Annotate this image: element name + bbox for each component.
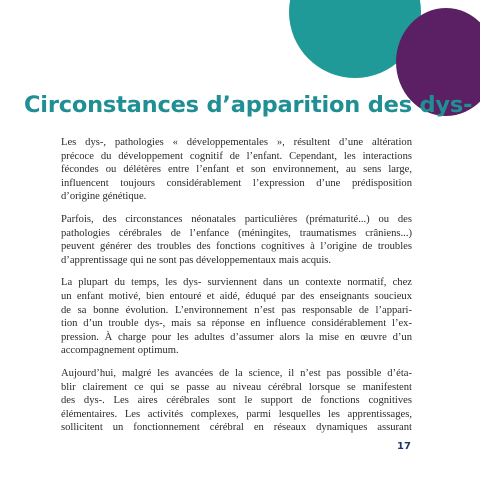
paragraph-4: [61, 367, 412, 435]
page-number: 17: [397, 441, 411, 452]
text-line: sollicitent un fonctionnement cérébral en réseaux dynamiques assurant: [61, 422, 412, 434]
text-line: d’apprentissage qui ne sont pas développementaux mais acquis.: [61, 254, 332, 266]
paragraph-3: [61, 276, 412, 358]
text-line: un enfant motivé, bien entouré et aidé, éduqué par des enseignants soucieux: [61, 290, 412, 302]
text-line: pathologies cérébrales de l’enfance (méningites, traumatismes crâniens...): [61, 227, 412, 239]
text-line: d’origine génétique.: [61, 191, 147, 203]
text-line: élémentaires. Les activités complexes, parmi lesquelles les apprentissages,: [61, 408, 412, 420]
text-line: peuvent générer des troubles des fonctions cognitives à l’origine de troubles: [61, 241, 412, 253]
text-line: pression. À charge pour les adultes d’assumer alors la mise en œuvre d’un: [61, 331, 412, 343]
text-line: La plupart du temps, les dys- surviennent dans un contexte normatif, chez: [61, 277, 412, 289]
text-line: accompagnement optimum.: [61, 345, 179, 357]
paragraph-1: [61, 136, 412, 204]
text-line: fécondes ou délétères entre l’enfant et son environnement, au sens large,: [61, 164, 412, 176]
body-text: [61, 136, 412, 444]
text-line: Aujourd’hui, malgré les avancées de la science, il n’est pas possible d’éta-: [61, 367, 412, 379]
text-line: tion d’un trouble dys-, mais sa réponse en influence considérablement l’ex-: [61, 318, 412, 330]
text-line: Les dys-, pathologies « développementales », résultent d’une altération: [61, 137, 412, 148]
text-line: Parfois, des circonstances néonatales particulières (prématurité...) ou des: [61, 213, 412, 225]
text-line: influencent toujours considérablement l’expression d’une prédisposition: [61, 177, 412, 189]
text-line: des dys-. Les aires cérébrales sont le support de fonctions cognitives: [61, 395, 412, 407]
text-line: de sa bonne évolution. L’environnement n’est pas responsable de l’appari-: [61, 304, 412, 316]
paragraph-2: [61, 213, 412, 267]
text-line: précoce du développement cognitif de l’enfant. Cependant, les interactions: [61, 150, 412, 162]
page-title: Circonstances d’apparition des dys-: [24, 92, 473, 118]
text-line: blir clairement ce qui se passe au niveau cérébral lorsque se manifestent: [61, 381, 412, 393]
